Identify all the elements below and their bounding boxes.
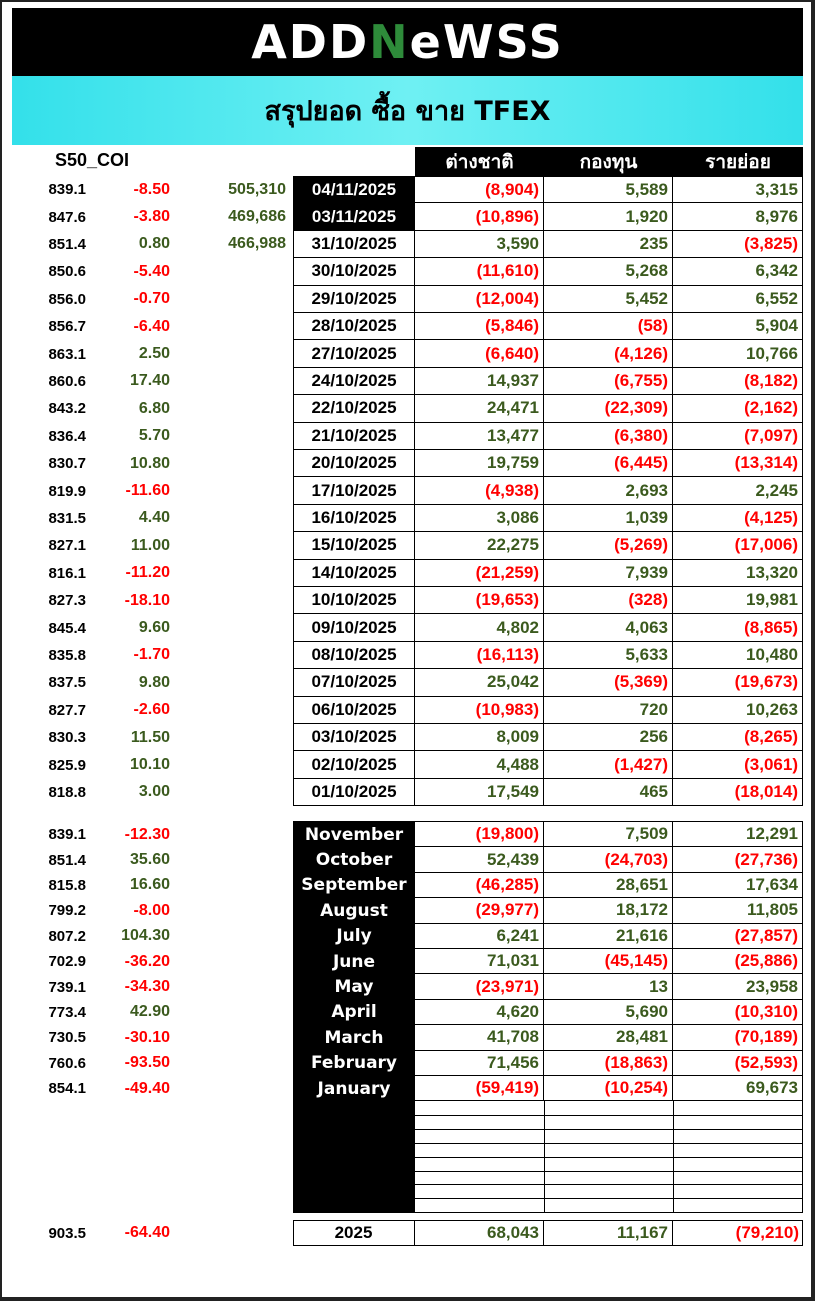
month-name: October <box>293 847 415 872</box>
month-foreign: 4,620 <box>415 1000 544 1025</box>
month-price: 815.8 <box>48 876 86 894</box>
month-institution: (24,703) <box>544 847 673 872</box>
monthly-row <box>0 924 815 949</box>
month-name: November <box>293 822 415 847</box>
row-date: 16/10/2025 <box>293 505 415 532</box>
month-change: 35.60 <box>129 851 170 869</box>
row-institution: 7,939 <box>544 560 673 587</box>
month-institution: 18,172 <box>544 898 673 923</box>
row-date: 29/10/2025 <box>293 286 415 313</box>
row-price: 827.1 <box>48 537 86 555</box>
row-price: 845.4 <box>48 619 86 637</box>
month-retail: (70,189) <box>673 1025 803 1050</box>
month-name: April <box>293 1000 415 1025</box>
row-coi <box>190 286 286 313</box>
row-price: 856.0 <box>48 290 86 308</box>
month-foreign: 6,241 <box>415 924 544 949</box>
row-change: -3.80 <box>133 208 170 226</box>
daily-row <box>0 724 815 751</box>
month-foreign: 71,031 <box>415 949 544 974</box>
row-date: 24/10/2025 <box>293 368 415 395</box>
month-retail: 11,805 <box>673 898 803 923</box>
row-retail: 19,981 <box>673 587 803 614</box>
month-price: 730.5 <box>48 1029 86 1047</box>
row-retail: 6,342 <box>673 258 803 285</box>
row-price: 860.6 <box>48 372 86 390</box>
month-institution: 28,651 <box>544 873 673 898</box>
addnewss-logo <box>12 8 803 76</box>
row-retail: (8,865) <box>673 614 803 641</box>
row-institution: 235 <box>544 231 673 258</box>
row-price: 847.6 <box>48 208 86 226</box>
row-retail: (7,097) <box>673 423 803 450</box>
row-institution: 465 <box>544 779 673 806</box>
month-name: May <box>293 974 415 999</box>
row-date: 08/10/2025 <box>293 642 415 669</box>
grid-column-line <box>673 1101 674 1212</box>
row-change: 2.50 <box>138 345 170 363</box>
row-coi <box>190 724 286 751</box>
row-institution: 256 <box>544 724 673 751</box>
row-coi <box>190 751 286 778</box>
month-institution: 7,509 <box>544 822 673 847</box>
row-change: -8.50 <box>133 180 170 198</box>
header-retail: รายย่อย <box>673 147 803 176</box>
row-foreign: 8,009 <box>415 724 544 751</box>
row-institution: (1,427) <box>544 751 673 778</box>
row-change: -2.60 <box>133 701 170 719</box>
monthly-row <box>0 974 815 999</box>
daily-row <box>0 779 815 806</box>
row-coi <box>190 450 286 477</box>
month-retail: (27,736) <box>673 847 803 872</box>
total-year: 2025 <box>293 1220 415 1246</box>
row-date: 07/10/2025 <box>293 669 415 696</box>
month-foreign: 52,439 <box>415 847 544 872</box>
row-institution: (22,309) <box>544 395 673 422</box>
daily-row <box>0 587 815 614</box>
row-retail: (2,162) <box>673 395 803 422</box>
month-change: -12.30 <box>124 825 170 843</box>
row-institution: (6,755) <box>544 368 673 395</box>
month-price: 773.4 <box>48 1003 86 1021</box>
row-foreign: 4,802 <box>415 614 544 641</box>
month-institution: 5,690 <box>544 1000 673 1025</box>
month-change: -8.00 <box>133 901 170 919</box>
row-date: 09/10/2025 <box>293 614 415 641</box>
month-retail: (10,310) <box>673 1000 803 1025</box>
row-retail: (3,825) <box>673 231 803 258</box>
row-date: 03/11/2025 <box>293 203 415 230</box>
row-institution: 720 <box>544 697 673 724</box>
page-title: สรุปยอด ซื้อ ขาย TFEX <box>264 96 551 127</box>
row-coi <box>190 560 286 587</box>
row-institution: (6,380) <box>544 423 673 450</box>
row-retail: 8,976 <box>673 203 803 230</box>
row-retail: (19,673) <box>673 669 803 696</box>
logo-accent: N <box>369 15 410 69</box>
daily-row <box>0 423 815 450</box>
month-foreign: (23,971) <box>415 974 544 999</box>
month-foreign: (19,800) <box>415 822 544 847</box>
row-retail: (18,014) <box>673 779 803 806</box>
row-foreign: (16,113) <box>415 642 544 669</box>
grid-column-line <box>802 1101 803 1212</box>
month-change: -49.40 <box>124 1079 170 1097</box>
month-change: -30.10 <box>124 1028 170 1046</box>
row-retail: 3,315 <box>673 176 803 203</box>
month-price: 851.4 <box>48 851 86 869</box>
row-foreign: (10,983) <box>415 697 544 724</box>
row-coi: 466,988 <box>228 235 286 253</box>
logo-part-2: eWSS <box>409 15 564 69</box>
row-coi <box>190 779 286 806</box>
grid-line <box>415 1212 803 1213</box>
daily-row <box>0 258 815 285</box>
row-date: 31/10/2025 <box>293 231 415 258</box>
row-price: 827.7 <box>48 701 86 719</box>
daily-row <box>0 286 815 313</box>
row-change: 4.40 <box>138 509 170 527</box>
month-price: 760.6 <box>48 1054 86 1072</box>
row-coi <box>190 505 286 532</box>
row-price: 851.4 <box>48 235 86 253</box>
grid-line <box>415 1115 803 1116</box>
row-change: -0.70 <box>133 290 170 308</box>
row-foreign: 24,471 <box>415 395 544 422</box>
month-institution: (45,145) <box>544 949 673 974</box>
row-foreign: 22,275 <box>415 532 544 559</box>
header-institution: กองทุน <box>544 147 673 176</box>
row-retail: 10,766 <box>673 340 803 367</box>
row-institution: (328) <box>544 587 673 614</box>
row-foreign: (10,896) <box>415 203 544 230</box>
row-institution: 5,268 <box>544 258 673 285</box>
row-change: 17.40 <box>129 372 170 390</box>
row-coi <box>190 614 286 641</box>
month-change: 104.30 <box>121 927 170 945</box>
month-institution: 13 <box>544 974 673 999</box>
month-price: 799.2 <box>48 902 86 920</box>
row-price: 836.4 <box>48 427 86 445</box>
row-retail: 6,552 <box>673 286 803 313</box>
daily-row <box>0 505 815 532</box>
row-retail: 2,245 <box>673 477 803 504</box>
month-price: 739.1 <box>48 978 86 996</box>
month-name: August <box>293 898 415 923</box>
month-name: January <box>293 1076 415 1101</box>
row-date: 14/10/2025 <box>293 560 415 587</box>
row-institution: 5,633 <box>544 642 673 669</box>
row-price: 843.2 <box>48 400 86 418</box>
total-foreign: 68,043 <box>415 1220 544 1246</box>
month-foreign: (29,977) <box>415 898 544 923</box>
row-foreign: (4,938) <box>415 477 544 504</box>
row-institution: (5,369) <box>544 669 673 696</box>
daily-row <box>0 560 815 587</box>
row-price: 863.1 <box>48 345 86 363</box>
row-foreign: 4,488 <box>415 751 544 778</box>
row-price: 827.3 <box>48 592 86 610</box>
row-coi <box>190 368 286 395</box>
row-foreign: 3,590 <box>415 231 544 258</box>
daily-row <box>0 176 815 203</box>
row-change: 9.80 <box>138 673 170 691</box>
grid-line <box>415 1129 803 1130</box>
grid-line <box>415 1157 803 1158</box>
row-retail: 10,480 <box>673 642 803 669</box>
monthly-row <box>0 949 815 974</box>
total-institution: 11,167 <box>544 1220 673 1246</box>
daily-row <box>0 203 815 230</box>
row-foreign: 14,937 <box>415 368 544 395</box>
row-foreign: 25,042 <box>415 669 544 696</box>
row-change: 3.00 <box>138 783 170 801</box>
row-date: 28/10/2025 <box>293 313 415 340</box>
row-retail: (8,265) <box>673 724 803 751</box>
row-change: -6.40 <box>133 317 170 335</box>
header-foreign: ต่างชาติ <box>415 147 544 176</box>
month-foreign: 71,456 <box>415 1051 544 1076</box>
monthly-row <box>0 1051 815 1076</box>
daily-row <box>0 368 815 395</box>
row-date: 21/10/2025 <box>293 423 415 450</box>
row-change: -1.70 <box>133 646 170 664</box>
row-retail: (4,125) <box>673 505 803 532</box>
month-price: 839.1 <box>48 826 86 844</box>
month-name: September <box>293 873 415 898</box>
month-retail: 17,634 <box>673 873 803 898</box>
monthly-row <box>0 1076 815 1101</box>
row-date: 04/11/2025 <box>293 176 415 203</box>
total-price: 903.5 <box>48 1224 86 1242</box>
row-retail: 13,320 <box>673 560 803 587</box>
logo-banner <box>12 8 803 76</box>
month-change: -93.50 <box>124 1054 170 1072</box>
row-change: 10.80 <box>129 454 170 472</box>
month-name: July <box>293 924 415 949</box>
row-price: 825.9 <box>48 756 86 774</box>
row-price: 818.8 <box>48 783 86 801</box>
row-retail: (3,061) <box>673 751 803 778</box>
row-retail: (8,182) <box>673 368 803 395</box>
month-institution: (18,863) <box>544 1051 673 1076</box>
total-retail: (79,210) <box>735 1223 799 1242</box>
row-institution: (58) <box>544 313 673 340</box>
grid-line <box>415 1171 803 1172</box>
daily-row <box>0 532 815 559</box>
daily-row <box>0 395 815 422</box>
row-change: 10.10 <box>129 756 170 774</box>
daily-row <box>0 669 815 696</box>
daily-row <box>0 231 815 258</box>
row-price: 830.7 <box>48 455 86 473</box>
row-date: 15/10/2025 <box>293 532 415 559</box>
grid-line <box>415 1143 803 1144</box>
daily-row <box>0 642 815 669</box>
month-foreign: (46,285) <box>415 873 544 898</box>
month-change: 16.60 <box>129 876 170 894</box>
s50-coi-label: S50_COI <box>55 150 130 170</box>
row-date: 06/10/2025 <box>293 697 415 724</box>
row-price: 856.7 <box>48 318 86 336</box>
month-retail: 69,673 <box>673 1076 803 1101</box>
row-institution: 4,063 <box>544 614 673 641</box>
row-coi <box>190 697 286 724</box>
month-retail: (52,593) <box>673 1051 803 1076</box>
row-date: 30/10/2025 <box>293 258 415 285</box>
row-coi <box>190 258 286 285</box>
row-change: 6.80 <box>138 399 170 417</box>
row-coi: 469,686 <box>228 208 286 226</box>
row-foreign: 17,549 <box>415 779 544 806</box>
grid-line <box>415 1198 803 1199</box>
month-price: 702.9 <box>48 953 86 971</box>
row-price: 837.5 <box>48 674 86 692</box>
month-name: March <box>293 1025 415 1050</box>
row-retail: (13,314) <box>673 450 803 477</box>
total-row <box>0 1220 815 1246</box>
month-name: June <box>293 949 415 974</box>
monthly-row <box>0 847 815 872</box>
row-foreign: (8,904) <box>415 176 544 203</box>
row-coi: 505,310 <box>228 180 286 198</box>
row-date: 10/10/2025 <box>293 587 415 614</box>
month-retail: 23,958 <box>673 974 803 999</box>
row-institution: (4,126) <box>544 340 673 367</box>
row-change: -11.20 <box>125 564 170 582</box>
row-institution: 1,920 <box>544 203 673 230</box>
row-change: -18.10 <box>124 591 170 609</box>
monthly-row <box>0 1000 815 1025</box>
daily-row <box>0 340 815 367</box>
title-banner <box>12 76 803 145</box>
row-foreign: 13,477 <box>415 423 544 450</box>
row-foreign: (19,653) <box>415 587 544 614</box>
row-date: 17/10/2025 <box>293 477 415 504</box>
daily-row <box>0 614 815 641</box>
row-coi <box>190 340 286 367</box>
row-foreign: (5,846) <box>415 313 544 340</box>
month-foreign: (59,419) <box>415 1076 544 1101</box>
row-change: 9.60 <box>138 619 170 637</box>
row-price: 835.8 <box>48 646 86 664</box>
row-date: 20/10/2025 <box>293 450 415 477</box>
row-foreign: (12,004) <box>415 286 544 313</box>
row-foreign: 19,759 <box>415 450 544 477</box>
row-retail: 5,904 <box>673 313 803 340</box>
row-foreign: 3,086 <box>415 505 544 532</box>
row-foreign: (21,259) <box>415 560 544 587</box>
row-date: 01/10/2025 <box>293 779 415 806</box>
row-change: 5.70 <box>138 427 170 445</box>
monthly-row <box>0 1025 815 1050</box>
month-institution: 21,616 <box>544 924 673 949</box>
row-change: -5.40 <box>133 262 170 280</box>
month-name: February <box>293 1051 415 1076</box>
row-retail: 10,263 <box>673 697 803 724</box>
month-retail: (27,857) <box>673 924 803 949</box>
monthly-row <box>0 822 815 847</box>
row-foreign: (6,640) <box>415 340 544 367</box>
row-change: 0.80 <box>138 235 170 253</box>
row-price: 830.3 <box>48 729 86 747</box>
daily-row <box>0 477 815 504</box>
row-coi <box>190 423 286 450</box>
row-price: 816.1 <box>48 564 86 582</box>
row-coi <box>190 587 286 614</box>
month-price: 807.2 <box>48 927 86 945</box>
row-institution: 2,693 <box>544 477 673 504</box>
row-coi <box>190 642 286 669</box>
row-institution: 5,452 <box>544 286 673 313</box>
month-retail: 12,291 <box>673 822 803 847</box>
row-institution: 1,039 <box>544 505 673 532</box>
month-price: 854.1 <box>48 1080 86 1098</box>
row-price: 850.6 <box>48 263 86 281</box>
row-coi <box>190 669 286 696</box>
month-retail: (25,886) <box>673 949 803 974</box>
row-date: 27/10/2025 <box>293 340 415 367</box>
daily-row <box>0 751 815 778</box>
row-change: -11.60 <box>125 482 170 500</box>
row-date: 02/10/2025 <box>293 751 415 778</box>
daily-row <box>0 450 815 477</box>
monthly-row <box>0 873 815 898</box>
row-date: 03/10/2025 <box>293 724 415 751</box>
month-change: -34.30 <box>124 978 170 996</box>
month-foreign: 41,708 <box>415 1025 544 1050</box>
row-change: 11.50 <box>130 728 170 746</box>
total-change: -64.40 <box>124 1224 170 1241</box>
monthly-row <box>0 898 815 923</box>
row-institution: 5,589 <box>544 176 673 203</box>
row-institution: (5,269) <box>544 532 673 559</box>
month-change: 42.90 <box>129 1003 170 1021</box>
grid-column-line <box>544 1101 545 1212</box>
logo-part-1: ADD <box>251 15 370 69</box>
row-price: 839.1 <box>48 181 86 199</box>
row-coi <box>190 477 286 504</box>
daily-row <box>0 697 815 724</box>
row-coi <box>190 313 286 340</box>
row-coi <box>190 395 286 422</box>
row-retail: (17,006) <box>673 532 803 559</box>
row-change: 11.00 <box>130 536 170 554</box>
row-price: 831.5 <box>48 509 86 527</box>
month-change: -36.20 <box>124 952 170 970</box>
row-foreign: (11,610) <box>415 258 544 285</box>
month-institution: (10,254) <box>544 1076 673 1101</box>
grid-line <box>415 1184 803 1185</box>
daily-row <box>0 313 815 340</box>
row-price: 819.9 <box>48 482 86 500</box>
row-institution: (6,445) <box>544 450 673 477</box>
row-coi <box>190 532 286 559</box>
month-institution: 28,481 <box>544 1025 673 1050</box>
row-date: 22/10/2025 <box>293 395 415 422</box>
